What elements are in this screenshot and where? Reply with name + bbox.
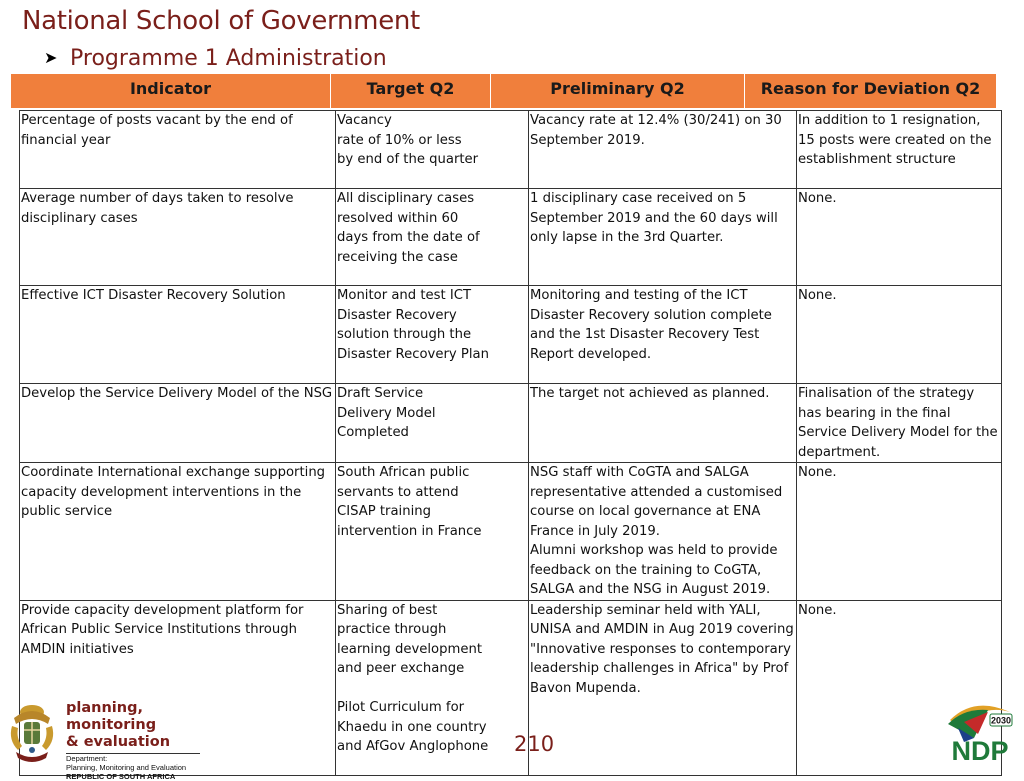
cell-preliminary: 1 disciplinary case received on 5 September 2019 and the 60 days will only lapse in the 3rd Quarter. <box>529 189 797 286</box>
cell-target: Draft Service Delivery Model Completed <box>336 384 529 463</box>
header-target: Target Q2 <box>331 74 491 108</box>
cell-preliminary: Leadership seminar held with YALI, UNISA and AMDIN in Aug 2019 covering "Innovative responses to contemporary leadership challenges in Africa" by Prof Bavon Mupenda. <box>529 600 797 775</box>
cell-indicator: Average number of days taken to resolve disciplinary cases <box>20 189 336 286</box>
ndp-text: NDP <box>951 736 1009 766</box>
cell-indicator: Coordinate International exchange supporting capacity development interventions in the public service <box>20 463 336 601</box>
coat-of-arms-icon <box>4 700 60 766</box>
header-reason: Reason for Deviation Q2 <box>760 78 981 98</box>
cell-preliminary: Vacancy rate at 12.4% (30/241) on 30 September 2019. <box>529 111 797 189</box>
ndp-2030-badge: 2030 <box>990 715 1012 726</box>
cell-reason: None. <box>797 600 1002 775</box>
subtitle-text: Programme 1 Administration <box>70 46 387 71</box>
cell-reason: None. <box>797 286 1002 384</box>
dept-label: Department: <box>66 754 108 763</box>
section-subtitle <box>44 46 387 71</box>
page-number: 210 <box>514 732 555 756</box>
indicator-table <box>19 110 1002 776</box>
ndp-2030-logo <box>944 698 1016 764</box>
dpme-logo <box>4 700 204 781</box>
cell-preliminary: The target not achieved as planned. <box>529 384 797 463</box>
cell-target: Sharing of best practice through learning development and peer exchange Pilot Curriculum for Khaedu in one country and AfGov Anglophone <box>336 600 529 775</box>
pme-line2: & evaluation <box>66 734 171 750</box>
country-name: REPUBLIC OF SOUTH AFRICA <box>66 772 176 781</box>
cell-reason: Finalisation of the strategy has bearing in the final Service Delivery Model for the department. <box>797 384 1002 463</box>
table-row <box>20 286 1002 384</box>
cell-target: All disciplinary cases resolved within 60 days from the date of receiving the case <box>336 189 529 286</box>
cell-reason: None. <box>797 189 1002 286</box>
cell-target: Vacancy rate of 10% or less by end of the quarter <box>336 111 529 189</box>
cell-reason: None. <box>797 463 1002 601</box>
dpme-text-block <box>66 700 204 781</box>
header-indicator: Indicator <box>11 74 331 108</box>
pme-line1: planning, monitoring <box>66 700 157 733</box>
cell-target: Monitor and test ICT Disaster Recovery solution through the Disaster Recovery Plan <box>336 286 529 384</box>
header-preliminary: Preliminary Q2 <box>491 74 745 108</box>
cell-indicator: Develop the Service Delivery Model of the NSG <box>20 384 336 463</box>
table-row <box>20 463 1002 601</box>
cell-target: South African public servants to attend CISAP training intervention in France <box>336 463 529 601</box>
arrow-bullet-icon: ➤ <box>44 48 58 67</box>
cell-reason: In addition to 1 resignation, 15 posts were created on the establishment structure <box>797 111 1002 189</box>
table-header-bar <box>11 74 996 108</box>
table-row <box>20 384 1002 463</box>
cell-indicator: Effective ICT Disaster Recovery Solution <box>20 286 336 384</box>
cell-preliminary: NSG staff with CoGTA and SALGA representative attended a customised course on local governance at ENA France in July 2019. Alumni workshop was held to provide feedback on the training to CoGTA, SALGA and the NSG in August 2019. <box>529 463 797 601</box>
table-row <box>20 189 1002 286</box>
dept-name: Planning, Monitoring and Evaluation <box>66 763 187 772</box>
page-title: National School of Government <box>22 6 420 36</box>
cell-indicator: Provide capacity development platform for African Public Service Institutions through AMDIN initiatives <box>20 600 336 775</box>
table-row <box>20 111 1002 189</box>
cell-indicator: Percentage of posts vacant by the end of financial year <box>20 111 336 189</box>
cell-preliminary: Monitoring and testing of the ICT Disaster Recovery solution complete and the 1st Disaster Recovery Test Report developed. <box>529 286 797 384</box>
